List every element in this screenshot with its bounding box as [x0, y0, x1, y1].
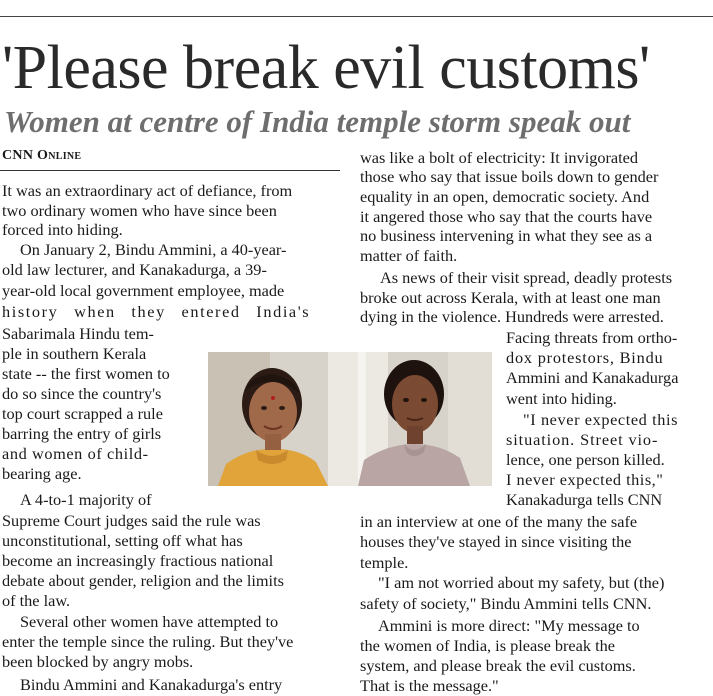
col-right-narrow-line: situation. Street vio-: [506, 430, 659, 449]
col-left-narrow-line: do so since the country's: [2, 384, 162, 403]
col-right-bottom-line: temple.: [360, 553, 409, 572]
col-left-bottom-line: Bindu Ammini and Kanakadurga's entry: [20, 675, 283, 694]
col-left-line: forced into hiding.: [2, 220, 123, 239]
col-right-line: broke out across Kerala, with at least one man: [360, 288, 661, 307]
col-left-bottom-line: of the law.: [2, 591, 71, 610]
col-right-narrow-line: went into hiding.: [506, 389, 617, 408]
col-left-narrow-line: ple in southern Kerala: [2, 344, 147, 363]
article-photo: [208, 352, 492, 486]
col-left-bottom-line: unconstitutional, setting off what has: [2, 531, 243, 550]
col-left-line: On January 2, Bindu Ammini, a 40-year-: [20, 240, 287, 259]
col-right-bottom-line: the women of India, is please break the: [360, 636, 615, 655]
col-right-line: those who say that issue boils down to gender: [360, 167, 659, 186]
col-left-bottom-line: Several other women have attempted to: [20, 612, 279, 631]
headline: 'Please break evil customs': [2, 34, 650, 102]
col-left-narrow-line: state -- the first women to: [2, 364, 170, 383]
top-rule: [0, 16, 713, 17]
col-right-narrow-line: Kanakadurga tells CNN: [506, 490, 663, 509]
col-left-bottom-line: been blocked by angry mobs.: [2, 652, 194, 671]
col-right-bottom-line: safety of society," Bindu Ammini tells CNN.: [360, 594, 652, 613]
col-left-bottom-line: enter the temple since the ruling. But they've: [2, 632, 294, 651]
col-left-narrow-line: and women of child-: [2, 444, 149, 463]
col-left-line: year-old local government employee, made: [2, 281, 285, 300]
col-right-bottom-line: in an interview at one of the many the safe: [360, 512, 638, 531]
col-right-bottom-line: "I am not worried about my safety, but (the): [378, 573, 665, 592]
col-right-bottom-line: That is the message.": [360, 676, 499, 695]
col-left-narrow-line: Sabarimala Hindu tem-: [2, 324, 154, 343]
col-right-narrow-line: dox protestors, Bindu: [506, 348, 664, 367]
col-left-line: history when they entered India's: [2, 302, 311, 321]
col-left-narrow-line: bearing age.: [2, 464, 82, 483]
col-right-line: As news of their visit spread, deadly protests: [380, 268, 673, 287]
col-right-line: no business intervening in what they see as a: [360, 226, 653, 245]
col-left-bottom-line: debate about gender, religion and the limits: [2, 571, 284, 590]
col-right-bottom-line: houses they've stayed in since visiting the: [360, 532, 632, 551]
col-right-line: matter of faith.: [360, 246, 458, 265]
col-left-line: It was an extraordinary act of defiance, from: [2, 181, 293, 200]
col-right-narrow-line: Facing threats from ortho-: [506, 328, 678, 347]
byline-rule: [0, 170, 340, 171]
col-right-bottom-line: Ammini is more direct: "My message to: [378, 616, 640, 635]
col-left-narrow-line: A 4-to-1 majority of: [20, 490, 152, 509]
col-right-narrow-line: Ammini and Kanakadurga: [506, 368, 679, 387]
col-right-narrow-line: "I never expected this: [523, 410, 679, 429]
byline: CNN Online: [2, 148, 82, 163]
col-right-narrow-line: I never expected this,": [506, 470, 664, 489]
col-right-line: it angered those who say that the courts have: [360, 207, 653, 226]
col-right-line: dying in the violence. Hundreds were arrested.: [360, 307, 664, 326]
col-left-narrow-line: top court scrapped a rule: [2, 404, 163, 423]
col-right-line: was like a bolt of electricity: It invigorated: [360, 148, 639, 167]
col-right-line: equality in an open, democratic society. And: [360, 187, 650, 206]
col-left-bottom-line: become an increasingly fractious national: [2, 551, 274, 570]
subheadline: Women at centre of India temple storm speak out: [4, 104, 631, 139]
col-right-bottom-line: system, and please break the evil customs.: [360, 656, 636, 675]
col-left-narrow-line: barring the entry of girls: [2, 424, 162, 443]
col-left-line: old law lecturer, and Kanakadurga, a 39-: [2, 260, 267, 279]
col-left-line: two ordinary women who have since been: [2, 201, 277, 220]
col-right-narrow-line: lence, one person killed.: [506, 450, 665, 469]
col-left-bottom-line: Supreme Court judges said the rule was: [2, 511, 261, 530]
